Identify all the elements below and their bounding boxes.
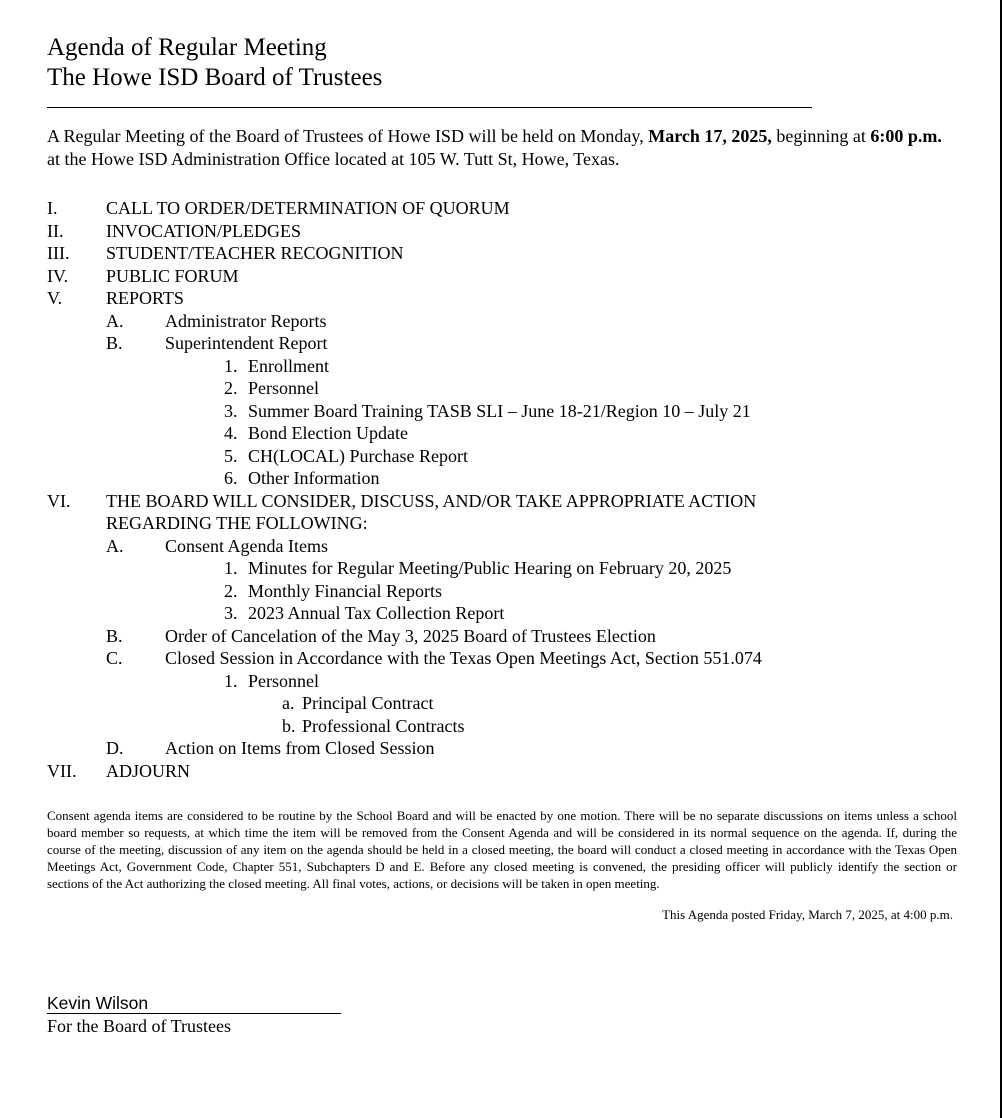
item-text: 2023 Annual Tax Collection Report (248, 603, 505, 623)
item-text: Personnel (248, 378, 319, 398)
title-line-2: The Howe ISD Board of Trustees (47, 64, 383, 91)
notice-text-3: at the Howe ISD Administration Office located at 105 W. Tutt St, Howe, Texas. (47, 148, 620, 169)
item-text: Monthly Financial Reports (248, 580, 442, 601)
notice-text-2: beginning at (771, 126, 871, 146)
item-text: REPORTS (106, 288, 184, 308)
item-text: Superintendent Report (165, 333, 328, 353)
item-text: PUBLIC FORUM (106, 265, 239, 286)
item-number: 2. (224, 580, 238, 601)
item-number: VI. (47, 490, 71, 511)
item-text: Minutes for Regular Meeting/Public Hearing on February 20, 2025 (248, 558, 732, 578)
item-number: 3. (224, 400, 238, 421)
item-number: 1. (224, 558, 238, 578)
meeting-date: March 17, 2025, (648, 126, 772, 146)
item-letter: B. (106, 333, 123, 353)
item-text: Enrollment (248, 355, 329, 376)
item-text: Summer Board Training TASB SLI – June 18-21/Region 10 – July 21 (248, 400, 751, 421)
item-text: Other Information (248, 468, 380, 488)
posting-notice: This Agenda posted Friday, March 7, 2025, at 4:00 p.m. (662, 907, 953, 922)
item-number: IV. (47, 265, 69, 286)
item-text: Bond Election Update (248, 423, 408, 443)
notice-text-1: A Regular Meeting of the Board of Trustees of Howe ISD will be held on Monday, (47, 126, 649, 146)
consent-agenda-footnote: Consent agenda items are considered to be routine by the School Board and will be enacted by one motion. There will be no separate discussions on items unless a school board member so requests, at which time the item will be removed from the Consent Agenda and will be considered in its normal sequence on the agenda. If, during the course of the meeting, discussion of any item on the agenda should be held in a closed meeting, the board will conduct a closed meeting in accordance with the Texas Open Meetings Act, Government Code, Chapter 551, Subchapters D and E. Before any closed meeting is convened, the presiding officer will publicly identify the section or sections of the Act authorizing the closed meeting. All final votes, actions, or decisions will be taken in open meeting. (47, 808, 957, 891)
item-number: VII. (47, 760, 77, 781)
item-number: V. (47, 288, 63, 308)
item-letter: A. (106, 535, 124, 556)
title-divider (47, 107, 812, 108)
item-text: Action on Items from Closed Session (165, 738, 435, 758)
item-number: 6. (224, 468, 238, 488)
item-number: 2. (224, 378, 238, 398)
item-text: Administrator Reports (165, 310, 327, 331)
item-number: 1. (224, 670, 238, 691)
item-number: 4. (224, 423, 238, 443)
item-letter: b. (282, 715, 296, 736)
item-letter: D. (106, 738, 124, 758)
item-text: STUDENT/TEACHER RECOGNITION (106, 243, 404, 263)
item-text: REGARDING THE FOLLOWING: (106, 513, 368, 533)
meeting-notice (47, 125, 959, 170)
item-letter: A. (106, 310, 124, 331)
item-number: II. (47, 220, 64, 241)
item-text: Personnel (248, 670, 319, 691)
meeting-time: 6:00 p.m. (870, 126, 942, 146)
item-text: CH(LOCAL) Purchase Report (248, 445, 468, 466)
item-text: Order of Cancelation of the May 3, 2025 Board of Trustees Election (165, 625, 656, 646)
item-text: THE BOARD WILL CONSIDER, DISCUSS, AND/OR TAKE APPROPRIATE ACTION (106, 490, 757, 511)
item-text: Professional Contracts (302, 715, 465, 736)
item-number: 1. (224, 355, 238, 376)
item-text: INVOCATION/PLEDGES (106, 220, 301, 241)
title-line-1: Agenda of Regular Meeting (47, 34, 327, 61)
signature-line: Kevin Wilson (47, 993, 341, 1014)
item-text: CALL TO ORDER/DETERMINATION OF QUORUM (106, 198, 510, 218)
item-number: 3. (224, 603, 238, 623)
item-number: I. (47, 198, 58, 218)
item-text: ADJOURN (106, 760, 191, 781)
item-number: III. (47, 243, 70, 263)
item-letter: a. (282, 693, 295, 713)
item-letter: B. (106, 625, 123, 646)
item-letter: C. (106, 648, 123, 668)
item-text: Closed Session in Accordance with the Texas Open Meetings Act, Section 551.074 (165, 648, 762, 668)
item-text: Principal Contract (302, 693, 434, 713)
document-title (47, 33, 382, 93)
signature-caption: For the Board of Trustees (47, 1016, 231, 1036)
item-text: Consent Agenda Items (165, 535, 328, 556)
item-number: 5. (224, 445, 238, 466)
